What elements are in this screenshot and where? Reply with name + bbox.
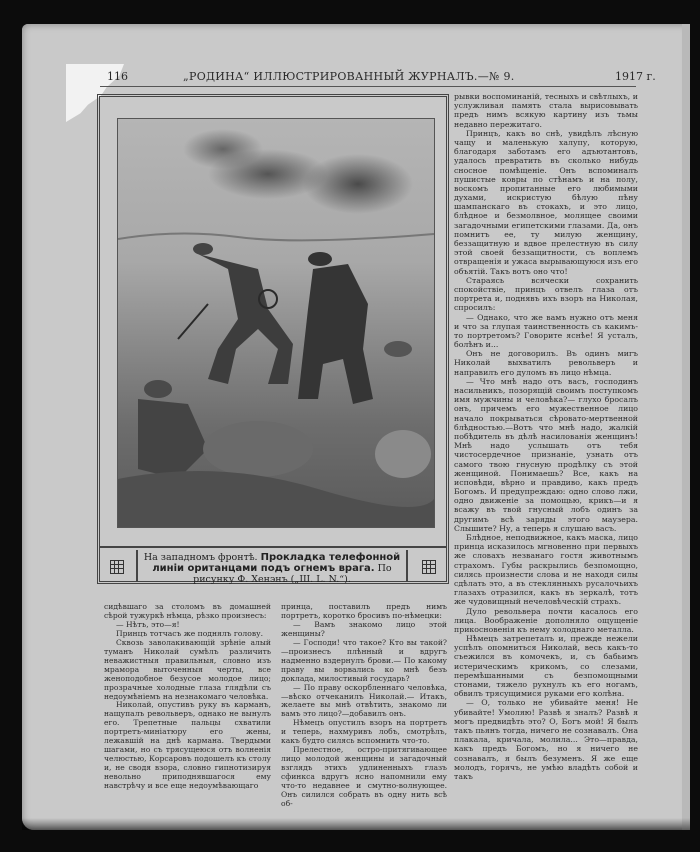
paragraph: — Однако, что же вамъ нужно отъ меня и что за глупая таинственность съ какимъ-то портретомъ? Говорите яснѣе! Я усталъ, болѣнъ и... [454, 312, 638, 350]
text-column-bottom-middle [281, 603, 447, 809]
header-rule [100, 86, 636, 87]
paragraph: рывки воспоминаній, тесныхъ и свѣтлыхъ, и услужливая память стала вырисовывать предъ нимъ всякую картину изъ тьмы недавно пережитаго. [454, 92, 638, 129]
paragraph: — О, только не убивайте меня! Не убивайте! Умоляю! Развѣ я зналъ? Развѣ я могъ предвидѣть это? О, Богъ мой! Я былъ такъ пьянъ тогда, ничего не сознавалъ. Она плакала, кричала, молила... Это—правда, какъ предъ Богомъ, но я ничего не сознавалъ, я былъ безуменъ. Я же еще молодъ, горячъ, не умѣю владѣть собой и такъ [454, 698, 638, 781]
issue-year: 1917 г. [615, 70, 656, 83]
paragraph: Стараясь всячески сохранить спокойствіе, принцъ отвелъ глаза отъ портрета и, поднявъ ихъ взоръ на Николая, спросилъ: [454, 275, 638, 313]
caption-headline: Прокладка телефонной линіи оританцами подъ огнемъ врага. [152, 552, 401, 574]
paragraph: Прелестное, остро-притягивающее лицо молодой женщины и загадочный взглядъ этихъ удлиненныхъ глазъ сфинкса вдругъ ясно напомнили ему что-то недавнее и смутно-волнующее. Онъ силился собрать въ одну нить всѣ об- [281, 745, 447, 808]
battle-illustration-image [117, 118, 435, 528]
text-column-right [454, 92, 638, 781]
paragraph: принца, поставилъ предъ нимъ портретъ, коротко бросивъ по-нѣмецки: [281, 602, 447, 620]
paragraph: Принцъ, какъ во снѣ, увидѣлъ лѣсную чащу и маленькую халупу, которую, благодаря заботамъ его адъютантовъ, удалось превратить въ сколько нибудь сносное помѣщеніе. Онъ вспоминалъ пушистые ковры по стѣнамъ и на полу, воскомъ пропитанные его любимыми духами, искристую бѣлую пѣну шампанскаго въ стокахъ, и это лицо, блѣдное и безмолвное, молящее своими загадочными египетскими глазами. Да, онъ помнитъ ее, ту милую женщину, беззащитную и вдвое прелестную въ силу этой своей беззащитности, съ воплемъ отвращенія и ужаса вырывающуюся изъ его объятій. Такъ вотъ оно что! [454, 128, 638, 276]
page-bottom-shadow [22, 818, 690, 830]
paragraph: Блѣдное, неподвижное, какъ маска, лицо принца исказилось мгновенно при первыхъ же словахъ незванаго гостя животнымъ страхомъ. Губы раскрылись безпомощно, силясь произнести слова и не находя силы сдѣлать это, а въ стеклянныхъ русалочьихъ глазахъ отразился, какъ въ зеркалѣ, тотъ же чудовищный нечеловѣческій страхъ. [454, 533, 638, 607]
journal-title: „РОДИНА“ ИЛЛЮСТРИРОВАННЫЙ ЖУРНАЛЪ.—№ 9. [183, 70, 515, 83]
ornament-icon [422, 560, 436, 574]
paragraph: — Нѣтъ, это—я! [116, 619, 180, 629]
paragraph: Нѣмецъ опустилъ взоръ на портретъ и теперь, нахмуривъ лобъ, смотрѣлъ, какъ будто силясь вспомнить что-то. [281, 718, 447, 746]
caption-credit: По рисунку Ф. Хенэнъ („Ш. L. N.“). [193, 563, 392, 585]
paragraph: — По праву оскорбленнаго человѣка,—вѣско отчеканилъ Николай.— Итакъ, желаете вы мнѣ отвѣтить, знакомо ли вамъ это лицо?—добавилъ онъ. [281, 682, 447, 719]
paragraph: — Вамъ знакомо лицо этой женщины? [281, 619, 447, 638]
running-header [107, 70, 656, 86]
paragraph: — Что мнѣ надо отъ васъ, господинъ насильникъ, позорящій своимъ поступкомъ имя мужчины и человѣка?— глухо бросалъ онъ, причемъ его мужественное лицо начало покрываться сѣровато-мертвенной блѣдностью.—Вотъ что мнѣ надо, жалкій побѣдитель въ дѣлѣ насилованія женщинъ! Мнѣ надо услышать отъ тебя чистосердечное признаніе, узнать отъ самого твою гнусную продѣлку съ этой женщиной. Понимаешь? Все, какъ на исповѣди, вѣрно и правдиво, какъ предъ Богомъ. И предупреждаю: одно слово лжи, одно движеніе за помощью, крикъ—и я всажу въ твой гнусный лобъ одинъ за другимъ всѣ заряды этого маузера. Слышите? Ну, а теперь я слушаю васъ. [454, 376, 638, 533]
paragraph: Онъ не договорилъ. Въ одинъ мигъ Николай выхватилъ револьверъ и направилъ его дуломъ въ лицо нѣмца. [454, 349, 638, 377]
paragraph: Николай, опустивъ руку въ карманъ, нащупалъ револьверъ, однако не вынулъ его. Трепетные пальцы схватили портретъ-миніатюру его жены, лежавшій на днѣ кармана. Твердыми шагами, но съ трясущеюся отъ волненія челюстью, Корсаровъ подошелъ къ столу и, не сводя взора, словно гипнотизируя невольно приподнявшагося ему навстрѣчу и все еще недоумѣвающаго [104, 700, 271, 791]
caption-text [136, 550, 408, 585]
paragraph: Дуло револьвера почти касалось его лица. Воображеніе дополняло ощущеніе прикосновенія къ нему холоднаго металла. [454, 606, 638, 634]
illustration-sketch [118, 119, 434, 527]
paragraph: Сквозь заволакивающій зрѣніе алый туманъ Николай сумѣлъ различить неважистныя правильныя, словно изъ мрамора выточенныя черты, все женоподобное безусое молодое лицо; прозрачные холодные глаза глядѣли съ недоумѣніемъ на незнакомаго человѣка. [104, 637, 271, 701]
caption-lead: На западномъ фронтѣ. [143, 552, 258, 563]
paragraph: Нѣмецъ затрепеталъ и, прежде нежели успѣлъ опомниться Николай, весь какъ-то съежился въ комочекъ, и, съ бабьимъ истерическимъ крикомъ, со слезами, перемѣшанными съ безпомощными стонами, тяжело рухнулъ къ его ногамъ, обвилъ трясущимися руками его колѣна. [454, 634, 638, 699]
ornament-icon [110, 560, 124, 574]
text-column-bottom-left [104, 603, 271, 791]
page-number: 116 [107, 70, 128, 83]
paragraph: Принцъ тотчасъ же поднялъ голову. [116, 628, 263, 638]
illustration-caption [100, 546, 446, 585]
paragraph: — Господи! что такое? Кто вы такой?—произнесъ плѣнный и вдругъ надменно вздернулъ брови.— По какому праву вы ворвались ко мнѣ безъ доклада, милостивый государь? [281, 637, 447, 683]
paragraph: сидѣвшаго за столомъ въ домашней сѣрой тужуркѣ нѣмца, рѣзко произнесъ: [104, 602, 271, 620]
page-right-edge [682, 24, 690, 830]
